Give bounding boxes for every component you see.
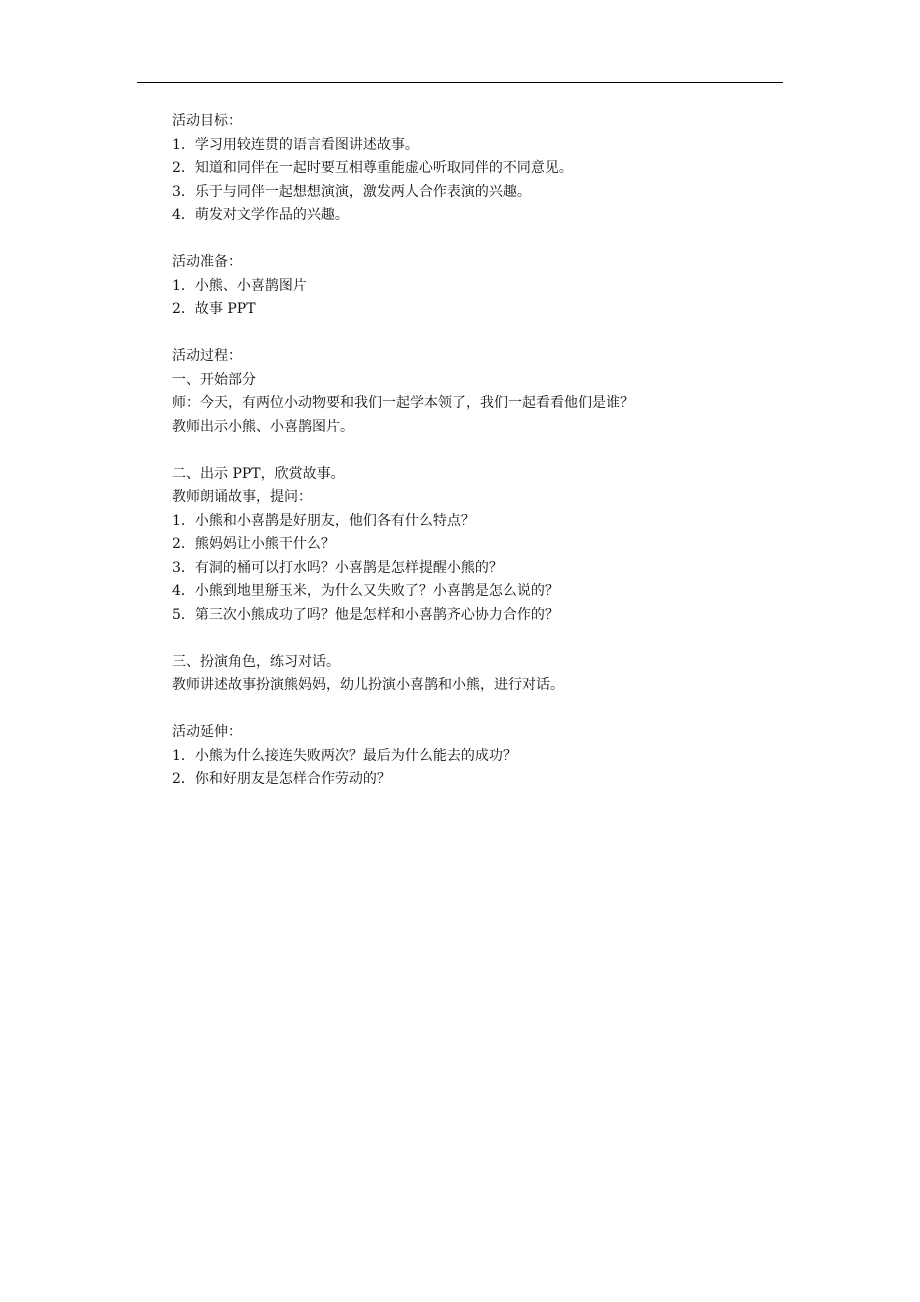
list-item: 1．小熊为什么接连失败两次？最后为什么能去的成功？ (172, 747, 517, 764)
list-item: 3．乐于与同伴一起想想演演，激发两人合作表演的兴趣。 (172, 183, 531, 200)
paragraph-line: 教师出示小熊、小喜鹊图片。 (172, 418, 354, 435)
spacer (172, 439, 772, 463)
list-item: 1．学习用较连贯的语言看图讲述故事。 (172, 136, 419, 153)
list-item: 1．小熊和小喜鹊是好朋友，他们各有什么特点？ (172, 512, 475, 529)
section-heading: 三、扮演角色，练习对话。 (172, 653, 340, 670)
paragraph-line: 一、开始部分 (172, 371, 256, 388)
section-heading: 活动过程： (172, 348, 242, 364)
header-rule (137, 82, 783, 83)
section-process (172, 345, 772, 439)
list-item: 2．故事 PPT (172, 301, 256, 317)
list-item: 2．你和好朋友是怎样合作劳动的？ (172, 771, 391, 787)
paragraph-line: 教师朗诵故事，提问： (172, 489, 312, 505)
section-heading: 活动目标： (172, 113, 242, 129)
section-show-ppt (172, 463, 772, 628)
document-body (172, 110, 772, 792)
section-extension (172, 721, 772, 792)
paragraph-line: 师：今天，有两位小动物要和我们一起学本领了，我们一起看看他们是谁？ (172, 395, 634, 411)
spacer (172, 698, 772, 722)
list-item: 4．小熊到地里掰玉米，为什么又失败了？小喜鹊是怎么说的？ (172, 583, 559, 599)
list-item: 2．熊妈妈让小熊干什么？ (172, 536, 335, 552)
section-preparation (172, 251, 772, 322)
section-heading: 二、出示 PPT，欣赏故事。 (172, 465, 345, 482)
list-item: 2．知道和同伴在一起时要互相尊重能虚心听取同伴的不同意见。 (172, 160, 573, 176)
spacer (172, 627, 772, 651)
section-goals (172, 110, 772, 228)
list-item: 1．小熊、小喜鹊图片 (172, 277, 307, 294)
paragraph-line: 教师讲述故事扮演熊妈妈，幼儿扮演小喜鹊和小熊，进行对话。 (172, 677, 564, 693)
section-role-play (172, 651, 772, 698)
list-item: 5．第三次小熊成功了吗？他是怎样和小喜鹊齐心协力合作的？ (172, 606, 559, 623)
list-item: 3．有洞的桶可以打水吗？小喜鹊是怎样提醒小熊的？ (172, 559, 503, 576)
spacer (172, 228, 772, 252)
section-heading: 活动延伸： (172, 724, 242, 740)
spacer (172, 322, 772, 346)
section-heading: 活动准备： (172, 254, 242, 270)
list-item: 4．萌发对文学作品的兴趣。 (172, 207, 349, 223)
